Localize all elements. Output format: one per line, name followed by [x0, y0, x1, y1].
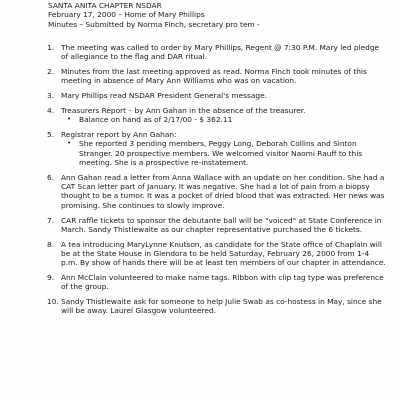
minutes-item: [47, 91, 387, 100]
minutes-item-list: [47, 43, 387, 321]
meeting-date: February 17, 2000 – Home of Mary Phillips: [48, 10, 205, 20]
item-number: 9.: [47, 273, 55, 282]
item-number: 1.: [47, 43, 55, 52]
minutes-item: [47, 273, 387, 292]
minutes-submitter: Minutes – Submitted by Norma Finch, secretary pro tem -: [48, 19, 260, 29]
item-text: Minutes from the last meeting approved as read. Norma Finch took minutes of this meeting in absence of Mary Ann Williams who was on vacation.: [61, 67, 367, 86]
minutes-item: [47, 106, 387, 125]
item-text: Ann McClain volunteered to make name tags. Ribbon with clip tag type was preference of the group.: [61, 273, 384, 292]
item-number: 7.: [47, 215, 55, 225]
minutes-header: [48, 1, 388, 29]
minutes-item: [47, 130, 387, 167]
item-text: A tea introducing MaryLynne Knutson, as candidate for the State office of Chaplain will be at the State House in Glendora to be held Saturday, February 26, 2000 from 1-4 p.m. By show of hands there will be at least ten members of our chapter in attendance.: [61, 239, 386, 268]
item-number: 2.: [47, 67, 55, 77]
item-number: 8.: [47, 239, 55, 249]
minutes-item: [47, 43, 387, 62]
item-bullet: [61, 139, 387, 167]
item-bullet: [61, 115, 387, 124]
minutes-item: [47, 216, 387, 235]
item-text: Treasurers Report – by Ann Gahan in the absence of the treasurer.: [61, 105, 306, 115]
item-text: Mary Phillips read NSDAR President General's message.: [61, 91, 267, 101]
item-text: Ann Gahan read a letter from Anna Wallace with an update on her condition. She had a CAT Scan letter part of January. It was negative. She had a lot of pain from a biopsy thought to be a tumor. It was a pocket of dried blood that was extracted. Her news was promising. She continues to slowly improve.: [61, 172, 385, 210]
minutes-item: [47, 297, 387, 316]
minutes-item: [47, 67, 387, 86]
item-number: 10.: [47, 297, 59, 307]
item-text: Sandy Thistlewaite ask for someone to help Julie Swab as co-hostess in May, since she will be away. Laurel Glasgow volunteered.: [61, 297, 382, 316]
item-bullet-list: [61, 115, 387, 124]
item-number: 3.: [47, 91, 55, 101]
minutes-item: [47, 173, 387, 210]
bullet-icon: •: [67, 115, 72, 124]
bullet-icon: •: [67, 139, 72, 148]
bullet-text: She reported 3 pending members, Peggy Long, Deborah Collins and Sinton Stranger. 20 prospective members. We welcomed visitor Naomi Rauff to this meeting. She is a prospective re-instatement.: [79, 139, 363, 167]
item-text: The meeting was called to order by Mary Phillips, Regent @ 7:30 P.M. Mary led pledge of allegiance to the flag and DAR ritual.: [61, 43, 380, 62]
item-text: CAR raffle tickets to sponsor the debutante ball will be "voiced" at State Conference in March. Sandy Thistlewaite as our chapter representative purchased the 6 tickets.: [61, 215, 382, 234]
minutes-item: [47, 240, 387, 268]
item-number: 5.: [47, 129, 55, 139]
chapter-title: SANTA ANITA CHAPTER NSDAR: [48, 1, 162, 10]
item-number: 6.: [47, 172, 55, 182]
item-bullet-list: [61, 139, 387, 167]
item-text: Registrar report by Ann Gahan:: [61, 129, 177, 139]
item-number: 4.: [47, 105, 55, 115]
bullet-text: Balance on hand as of 2/17/00 - $ 362.11: [79, 115, 233, 125]
